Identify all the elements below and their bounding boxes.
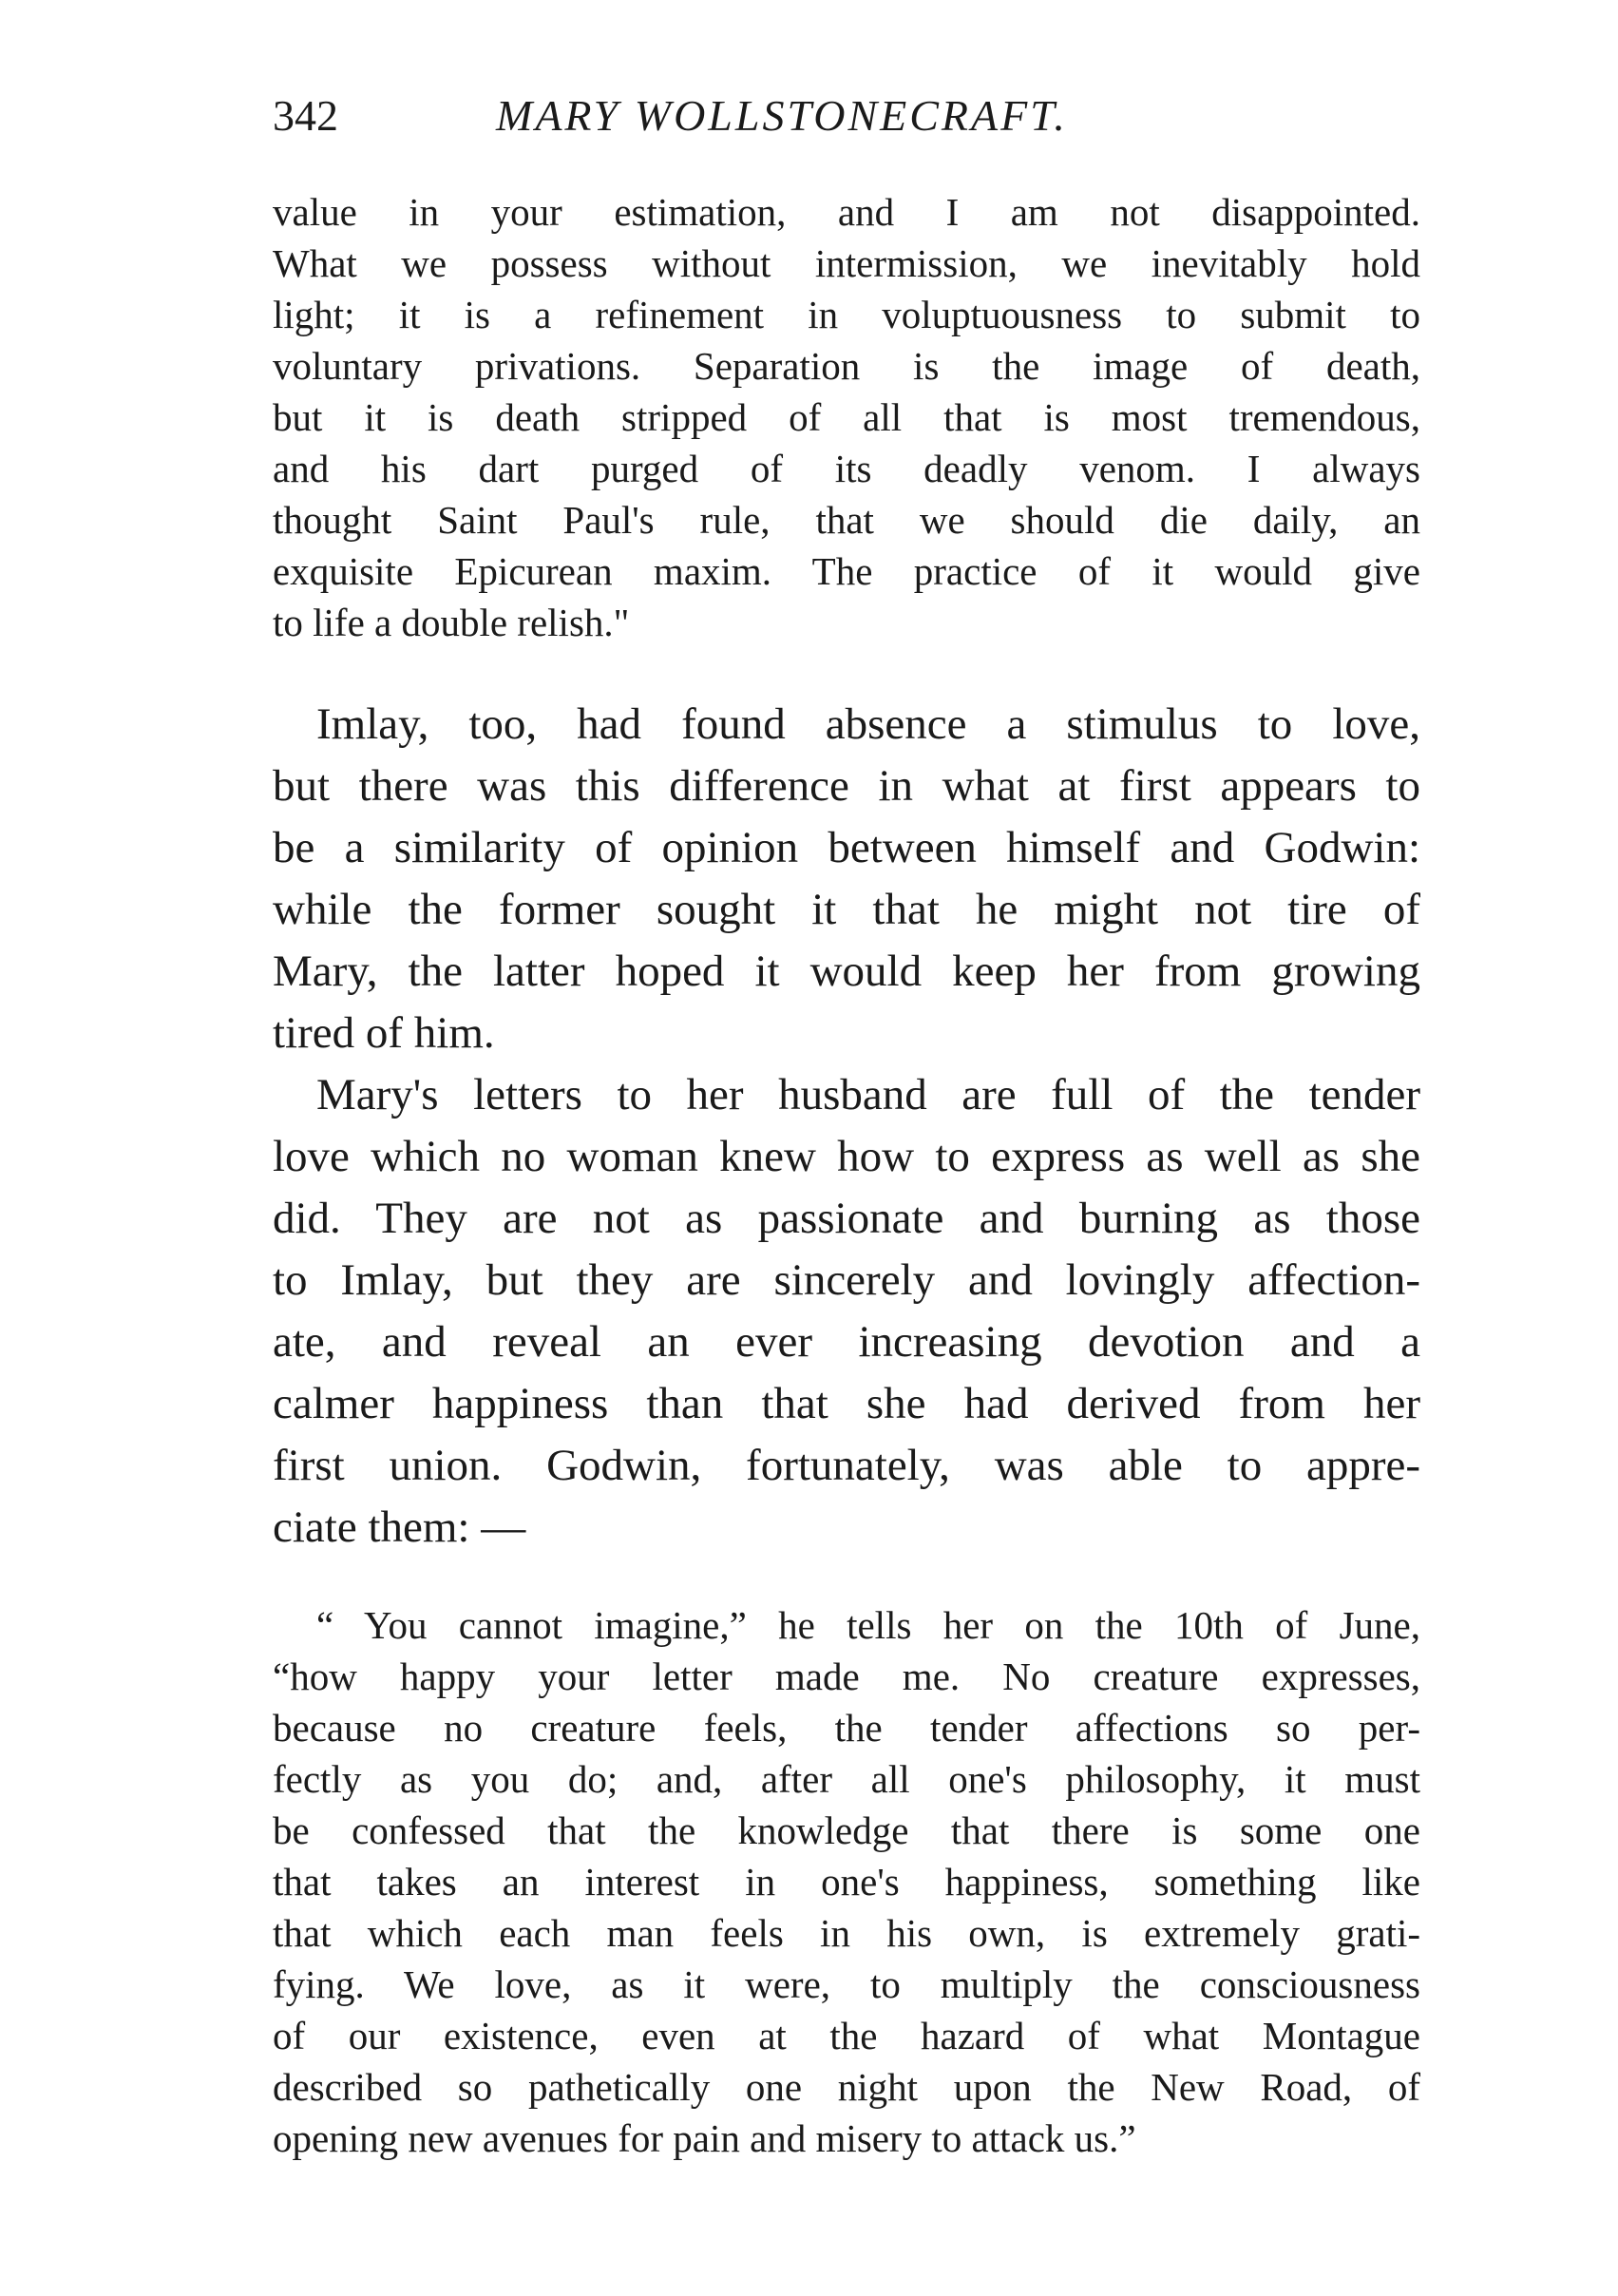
text-line: because no creature feels, the tender affections so per- bbox=[273, 1706, 1420, 1750]
paragraph-mary-letters bbox=[273, 1064, 1420, 1559]
text-line: and his dart purged of its deadly venom. I always bbox=[273, 447, 1420, 490]
text-line: of our existence, even at the hazard of what Montague bbox=[273, 2014, 1420, 2057]
quoted-letter-bottom bbox=[273, 1599, 1420, 2164]
text-line: Imlay, too, had found absence a stimulus to love, bbox=[316, 699, 1420, 749]
text-line: tired of him. bbox=[273, 1008, 495, 1058]
text-line: fectly as you do; and, after all one's philosophy, it must bbox=[273, 1757, 1420, 1801]
text-line: light; it is a refinement in voluptuousness to submit to bbox=[273, 293, 1420, 336]
page-header bbox=[273, 87, 1413, 144]
text-line: ciate them: — bbox=[273, 1502, 526, 1552]
text-line: first union. Godwin, fortunately, was able to appre- bbox=[273, 1441, 1420, 1490]
text-line: to Imlay, but they are sincerely and lovingly affection- bbox=[273, 1255, 1420, 1305]
text-line: exquisite Epicurean maxim. The practice of it would give bbox=[273, 549, 1420, 593]
text-line: Mary, the latter hoped it would keep her from growing bbox=[273, 947, 1420, 996]
text-line: did. They are not as passionate and burning as those bbox=[273, 1194, 1420, 1243]
text-line: thought Saint Paul's rule, that we should die daily, an bbox=[273, 498, 1420, 542]
text-line: What we possess without intermission, we inevitably hold bbox=[273, 241, 1420, 285]
text-line: be a similarity of opinion between himself and Godwin: bbox=[273, 823, 1420, 872]
quoted-letter-top bbox=[273, 186, 1420, 648]
text-line: to life a double relish." bbox=[273, 601, 630, 644]
text-line: Mary's letters to her husband are full of the tender bbox=[316, 1070, 1420, 1119]
text-line: love which no woman knew how to express as well as she bbox=[273, 1132, 1420, 1181]
text-line: fying. We love, as it were, to multiply the consciousness bbox=[273, 1962, 1420, 2006]
paragraph-imlay bbox=[273, 694, 1420, 1064]
text-line: but it is death stripped of all that is most tremendous, bbox=[273, 395, 1420, 439]
text-line: voluntary privations. Separation is the image of death, bbox=[273, 344, 1420, 388]
text-line: that takes an interest in one's happiness, something like bbox=[273, 1860, 1420, 1904]
text-line: ate, and reveal an ever increasing devotion and a bbox=[273, 1317, 1420, 1367]
text-line: value in your estimation, and I am not disappointed. bbox=[273, 190, 1420, 234]
text-line: but there was this difference in what at first appears to bbox=[273, 761, 1420, 811]
running-title: MARY WOLLSTONECRAFT. bbox=[496, 91, 1068, 140]
text-line: that which each man feels in his own, is extremely grati- bbox=[273, 1911, 1420, 1955]
text-line: opening new avenues for pain and misery to attack us.” bbox=[273, 2116, 1136, 2160]
text-line: calmer happiness than that she had derived from her bbox=[273, 1379, 1420, 1428]
text-line: “how happy your letter made me. No creature expresses, bbox=[273, 1655, 1420, 1698]
text-line: while the former sought it that he might not tire of bbox=[273, 885, 1420, 934]
page-number: 342 bbox=[273, 91, 338, 140]
text-line: described so pathetically one night upon the New Road, of bbox=[273, 2065, 1420, 2109]
text-line: be confessed that the knowledge that there is some one bbox=[273, 1808, 1420, 1852]
text-line: “ You cannot imagine,” he tells her on the 10th of June, bbox=[316, 1603, 1420, 1647]
